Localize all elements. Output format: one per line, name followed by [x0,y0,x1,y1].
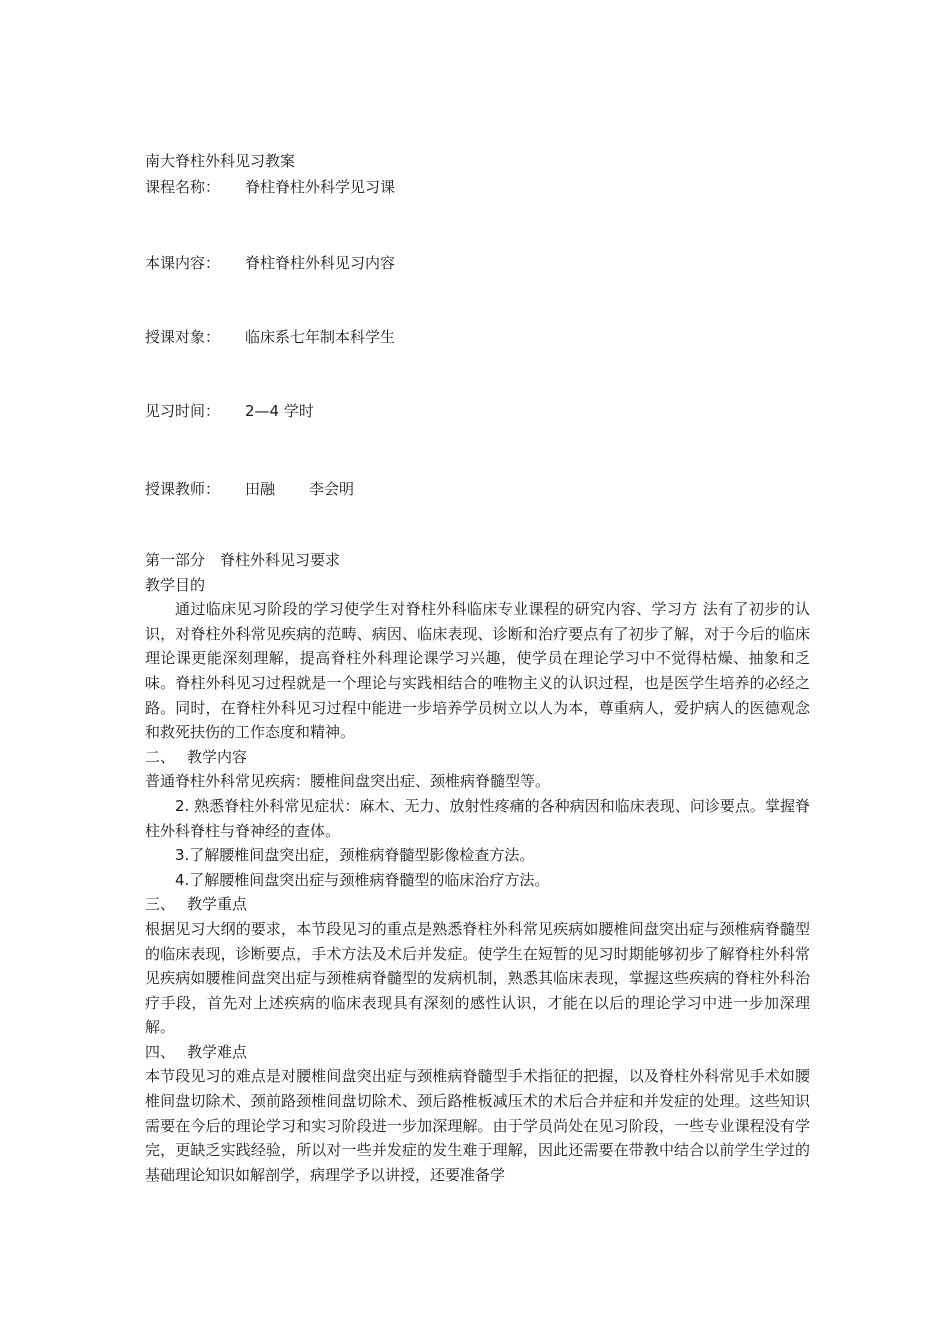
difficulties-paragraph: 本节段见习的难点是对腰椎间盘突出症与颈椎病脊髓型手术指征的把握，以及脊柱外科常见手术如腰椎间盘切除术、颈前路颈椎间盘切除术、颈后路椎板减压术的术后合并症和并发症的处理。这些知识需要在今后的理论学习和实习阶段进一步加深理解。由于学员尚处在见习阶段，一些专业课程没有学完，更缺乏实践经验，所以对一些并发症的发生难于理解，因此还需要在带教中结合以前学生学过的基础理论知识如解剖学，病理学予以讲授，还要准备学 [145,1067,810,1184]
field-value: 临床系七年制本科学生 [245,328,396,346]
section-heading-3 [145,892,810,917]
section-title: 教学内容 [187,747,248,766]
field-label: 授课对象： [145,328,221,346]
content-item-2: 2. 熟悉脊柱外科常见症状：麻木、无力、放射性疼痛的各种病因和临床表现、问诊要点。掌握脊柱外科脊柱与脊神经的查体。 [145,796,810,840]
section-heading-4 [145,1040,810,1065]
section-number: 三、 [145,895,176,914]
teacher-name-1: 田融 [245,480,276,498]
key-points-paragraph: 根据见习大纲的要求，本节段见习的重点是熟悉脊柱外科常见疾病如腰椎间盘突出症与颈椎病脊髓型的临床表现，诊断要点，手术方法及术后并发症。使学生在短暂的见习时期能够初步了解脊柱外科常见疾病如腰椎间盘突出症与颈椎病脊髓型的发病机制，熟悉其临床表现，掌握这些疾病的脊柱外科治疗手段，首先对上述疾病的临床表现具有深刻的感性认识，才能在以后的理论学习中进一步加深理解。 [145,919,810,1037]
field-content [145,250,810,276]
field-audience [145,324,810,350]
content-item-1: 普通脊柱外科常见疾病：腰椎间盘突出症、颈椎病脊髓型等。 [145,772,551,791]
field-label: 授课教师： [145,480,221,498]
document-title: 南大脊柱外科见习教案 [145,152,296,170]
field-label: 见习时间： [145,402,221,420]
teacher-name-2: 李会明 [309,480,355,498]
field-course-name [145,174,810,200]
section-number: 二、 [145,747,176,766]
section-title: 教学难点 [187,1042,248,1061]
field-teacher [145,476,810,502]
field-value [245,476,354,502]
goal-heading: 教学目的 [145,575,206,594]
section-title: 教学重点 [187,895,248,914]
field-value: 2—4 学时 [245,402,314,420]
field-label: 本课内容： [145,254,221,272]
field-label: 课程名称： [145,178,221,196]
field-time [145,398,810,424]
field-value: 脊柱脊柱外科学见习课 [245,178,396,196]
goal-paragraph: 通过临床见习阶段的学习使学生对脊柱外科临床专业课程的研究内容、学习方 法有了初步的认识，对脊柱外科常见疾病的范畴、病因、临床表现、诊断和治疗要点有了初步了解，对于今后的临床理论课更能深刻理解，提高脊柱外科理论课学习兴趣，使学员在理论学习中不觉得枯燥、抽象和乏味。脊柱外科见习过程就是一个理论与实践相结合的唯物主义的认识过程，也是医学生培养的必经之路。同时，在脊柱外科见习过程中能进一步培养学员树立以人为本，尊重病人，爱护病人的医德观念和救死扶伤的工作态度和精神。 [145,600,810,742]
field-value: 脊柱脊柱外科见习内容 [245,254,396,272]
part1-title: 第一部分 脊柱外科见习要求 [145,551,341,569]
section-number: 四、 [145,1042,176,1061]
content-item-3: 3.了解腰椎间盘突出症，颈椎病脊髓型影像检查方法。 [175,846,535,865]
content-item-4: 4.了解腰椎间盘突出症与颈椎病脊髓型的临床治疗方法。 [175,870,550,889]
section-heading-2 [145,745,810,770]
document-page [145,148,810,1187]
